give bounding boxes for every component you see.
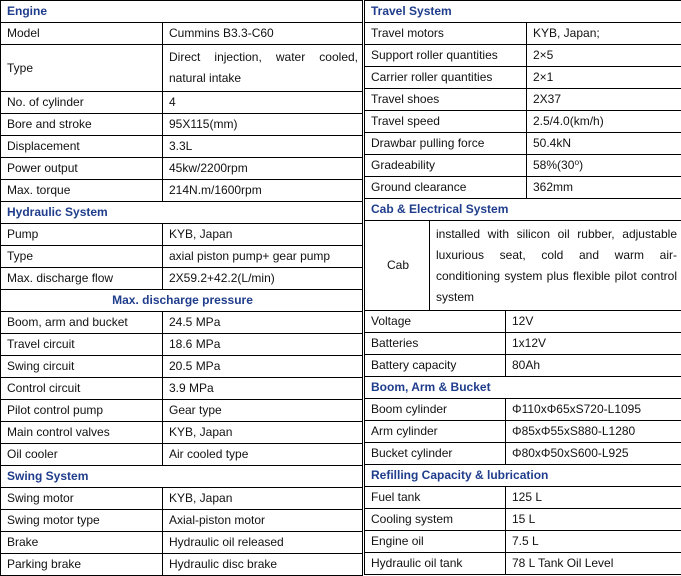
spec-value: 80Ah [506, 355, 681, 377]
table-row [1, 136, 363, 158]
spec-label: Gradeability [365, 155, 527, 177]
table-row [365, 177, 681, 199]
table-row [365, 443, 681, 465]
table-row [365, 89, 681, 111]
spec-label: Drawbar pulling force [365, 133, 527, 155]
table-row [365, 509, 681, 531]
spec-value: Φ85xΦ55xS880-L1280 [506, 421, 681, 443]
travel-header: Travel System [365, 1, 681, 23]
spec-label: Swing circuit [1, 356, 163, 378]
spec-value: 3.9 MPa [163, 378, 363, 400]
table-row [1, 158, 363, 180]
table-row [1, 268, 363, 290]
spec-label: Support roller quantities [365, 45, 527, 67]
table-row [1, 532, 363, 554]
spec-label: Control circuit [1, 378, 163, 400]
spec-value: Φ80xΦ50xS600-L925 [506, 443, 681, 465]
spec-value: 125 L [506, 487, 681, 509]
spec-label: Battery capacity [365, 355, 506, 377]
spec-label: Type [1, 45, 163, 92]
table-row [1, 45, 363, 92]
spec-value: 3.3L [163, 136, 363, 158]
spec-value: 45kw/2200rpm [163, 158, 363, 180]
spec-value: 214N.m/1600rpm [163, 180, 363, 202]
spec-value: Air cooled type [163, 444, 363, 466]
spec-value: 78 L Tank Oil Level [506, 553, 681, 575]
spec-value: Φ110xΦ65xS720-L1095 [506, 399, 681, 421]
spec-label: Engine oil [365, 531, 506, 553]
spec-value: 18.6 MPa [163, 334, 363, 356]
spec-value: 2.5/4.0(km/h) [527, 111, 681, 133]
hydraulic-header-row [1, 202, 363, 224]
spec-value: 2×5 [527, 45, 681, 67]
table-row [365, 355, 681, 377]
spec-value: Gear type [163, 400, 363, 422]
spec-value: 95X115(mm) [163, 114, 363, 136]
spec-value: 2X59.2+42.2(L/min) [163, 268, 363, 290]
spec-value: 20.5 MPa [163, 356, 363, 378]
spec-value: 7.5 L [506, 531, 681, 553]
spec-label: Brake [1, 532, 163, 554]
spec-value: 58%(30⁰) [527, 155, 681, 177]
spec-label: Travel shoes [365, 89, 527, 111]
cab-header-row [365, 199, 681, 221]
spec-value: Direct injection, water cooled, natural intake [163, 45, 363, 92]
table-row [1, 180, 363, 202]
spec-label: Travel circuit [1, 334, 163, 356]
swing-header-row [1, 466, 363, 488]
spec-label: Swing motor type [1, 510, 163, 532]
spec-value: 2×1 [527, 67, 681, 89]
table-row [1, 224, 363, 246]
spec-value: KYB, Japan; [527, 23, 681, 45]
spec-value: Hydraulic oil released [163, 532, 363, 554]
table-row [365, 531, 681, 553]
spec-value: 50.4kN [527, 133, 681, 155]
table-row [1, 92, 363, 114]
spec-value: 24.5 MPa [163, 312, 363, 334]
spec-label: Parking brake [1, 554, 163, 576]
hydraulic-header: Hydraulic System [1, 202, 363, 224]
table-row [365, 553, 681, 575]
spec-label: Pilot control pump [1, 400, 163, 422]
spec-label: Travel speed [365, 111, 527, 133]
table-row [365, 155, 681, 177]
table-row [1, 444, 363, 466]
table-row [365, 311, 681, 333]
table-row [1, 114, 363, 136]
spec-value: axial piston pump+ gear pump [163, 246, 363, 268]
spec-label: Main control valves [1, 422, 163, 444]
spec-label: Batteries [365, 333, 506, 355]
table-row [365, 67, 681, 89]
spec-label: Type [1, 246, 163, 268]
spec-label: Bore and stroke [1, 114, 163, 136]
spec-value: 15 L [506, 509, 681, 531]
travel-table [364, 0, 681, 199]
spec-label: Model [1, 23, 163, 45]
spec-label: Arm cylinder [365, 421, 506, 443]
spec-label: Swing motor [1, 488, 163, 510]
table-row [1, 312, 363, 334]
cab-table [364, 198, 681, 575]
refill-header-row [365, 465, 681, 487]
spec-value: Axial-piston motor [163, 510, 363, 532]
spec-label: Pump [1, 224, 163, 246]
boom-header: Boom, Arm & Bucket [365, 377, 681, 399]
table-row [365, 23, 681, 45]
table-row [365, 333, 681, 355]
spec-value: 2X37 [527, 89, 681, 111]
refill-header: Refilling Capacity & lubrication [365, 465, 681, 487]
table-row [365, 421, 681, 443]
spec-label: Power output [1, 158, 163, 180]
spec-label: Displacement [1, 136, 163, 158]
spec-label: Voltage [365, 311, 506, 333]
right-spec-column [364, 0, 681, 575]
spec-label: Bucket cylinder [365, 443, 506, 465]
table-row [1, 334, 363, 356]
cab-description: installed with silicon oil rubber, adjustable luxurious seat, cold and warm air-conditioning system plus flexible pilot control system [430, 221, 681, 311]
swing-header: Swing System [1, 466, 363, 488]
cab-header: Cab & Electrical System [365, 199, 681, 221]
spec-label: Boom, arm and bucket [1, 312, 163, 334]
spec-label: Carrier roller quantities [365, 67, 527, 89]
table-row [365, 111, 681, 133]
spec-label: Max. torque [1, 180, 163, 202]
table-row [1, 422, 363, 444]
spec-value: KYB, Japan [163, 422, 363, 444]
spec-label: No. of cylinder [1, 92, 163, 114]
travel-header-row [365, 1, 681, 23]
table-row [1, 356, 363, 378]
spec-value: 362mm [527, 177, 681, 199]
table-row [365, 133, 681, 155]
boom-header-row [365, 377, 681, 399]
spec-value: KYB, Japan [163, 224, 363, 246]
table-row [1, 510, 363, 532]
pressure-header: Max. discharge pressure [1, 290, 363, 312]
table-row [365, 399, 681, 421]
spec-label: Travel motors [365, 23, 527, 45]
spec-value: 12V [506, 311, 681, 333]
table-row [1, 378, 363, 400]
spec-label: Hydraulic oil tank [365, 553, 506, 575]
spec-label: Fuel tank [365, 487, 506, 509]
spec-value: KYB, Japan [163, 488, 363, 510]
engine-header: Engine [1, 1, 363, 23]
cab-row [365, 221, 681, 311]
table-row [1, 246, 363, 268]
engine-header-row [1, 1, 363, 23]
spec-value: Hydraulic disc brake [163, 554, 363, 576]
spec-label: Max. discharge flow [1, 268, 163, 290]
table-row [1, 23, 363, 45]
cab-label: Cab [365, 221, 430, 311]
spec-label: Cooling system [365, 509, 506, 531]
spec-value: 4 [163, 92, 363, 114]
table-row [1, 400, 363, 422]
table-row [1, 488, 363, 510]
table-row [365, 487, 681, 509]
table-row [365, 45, 681, 67]
spec-value: Cummins B3.3-C60 [163, 23, 363, 45]
spec-label: Oil cooler [1, 444, 163, 466]
spec-value: 1x12V [506, 333, 681, 355]
table-row [1, 554, 363, 576]
pressure-header-row [1, 290, 363, 312]
spec-label: Ground clearance [365, 177, 527, 199]
spec-label: Boom cylinder [365, 399, 506, 421]
